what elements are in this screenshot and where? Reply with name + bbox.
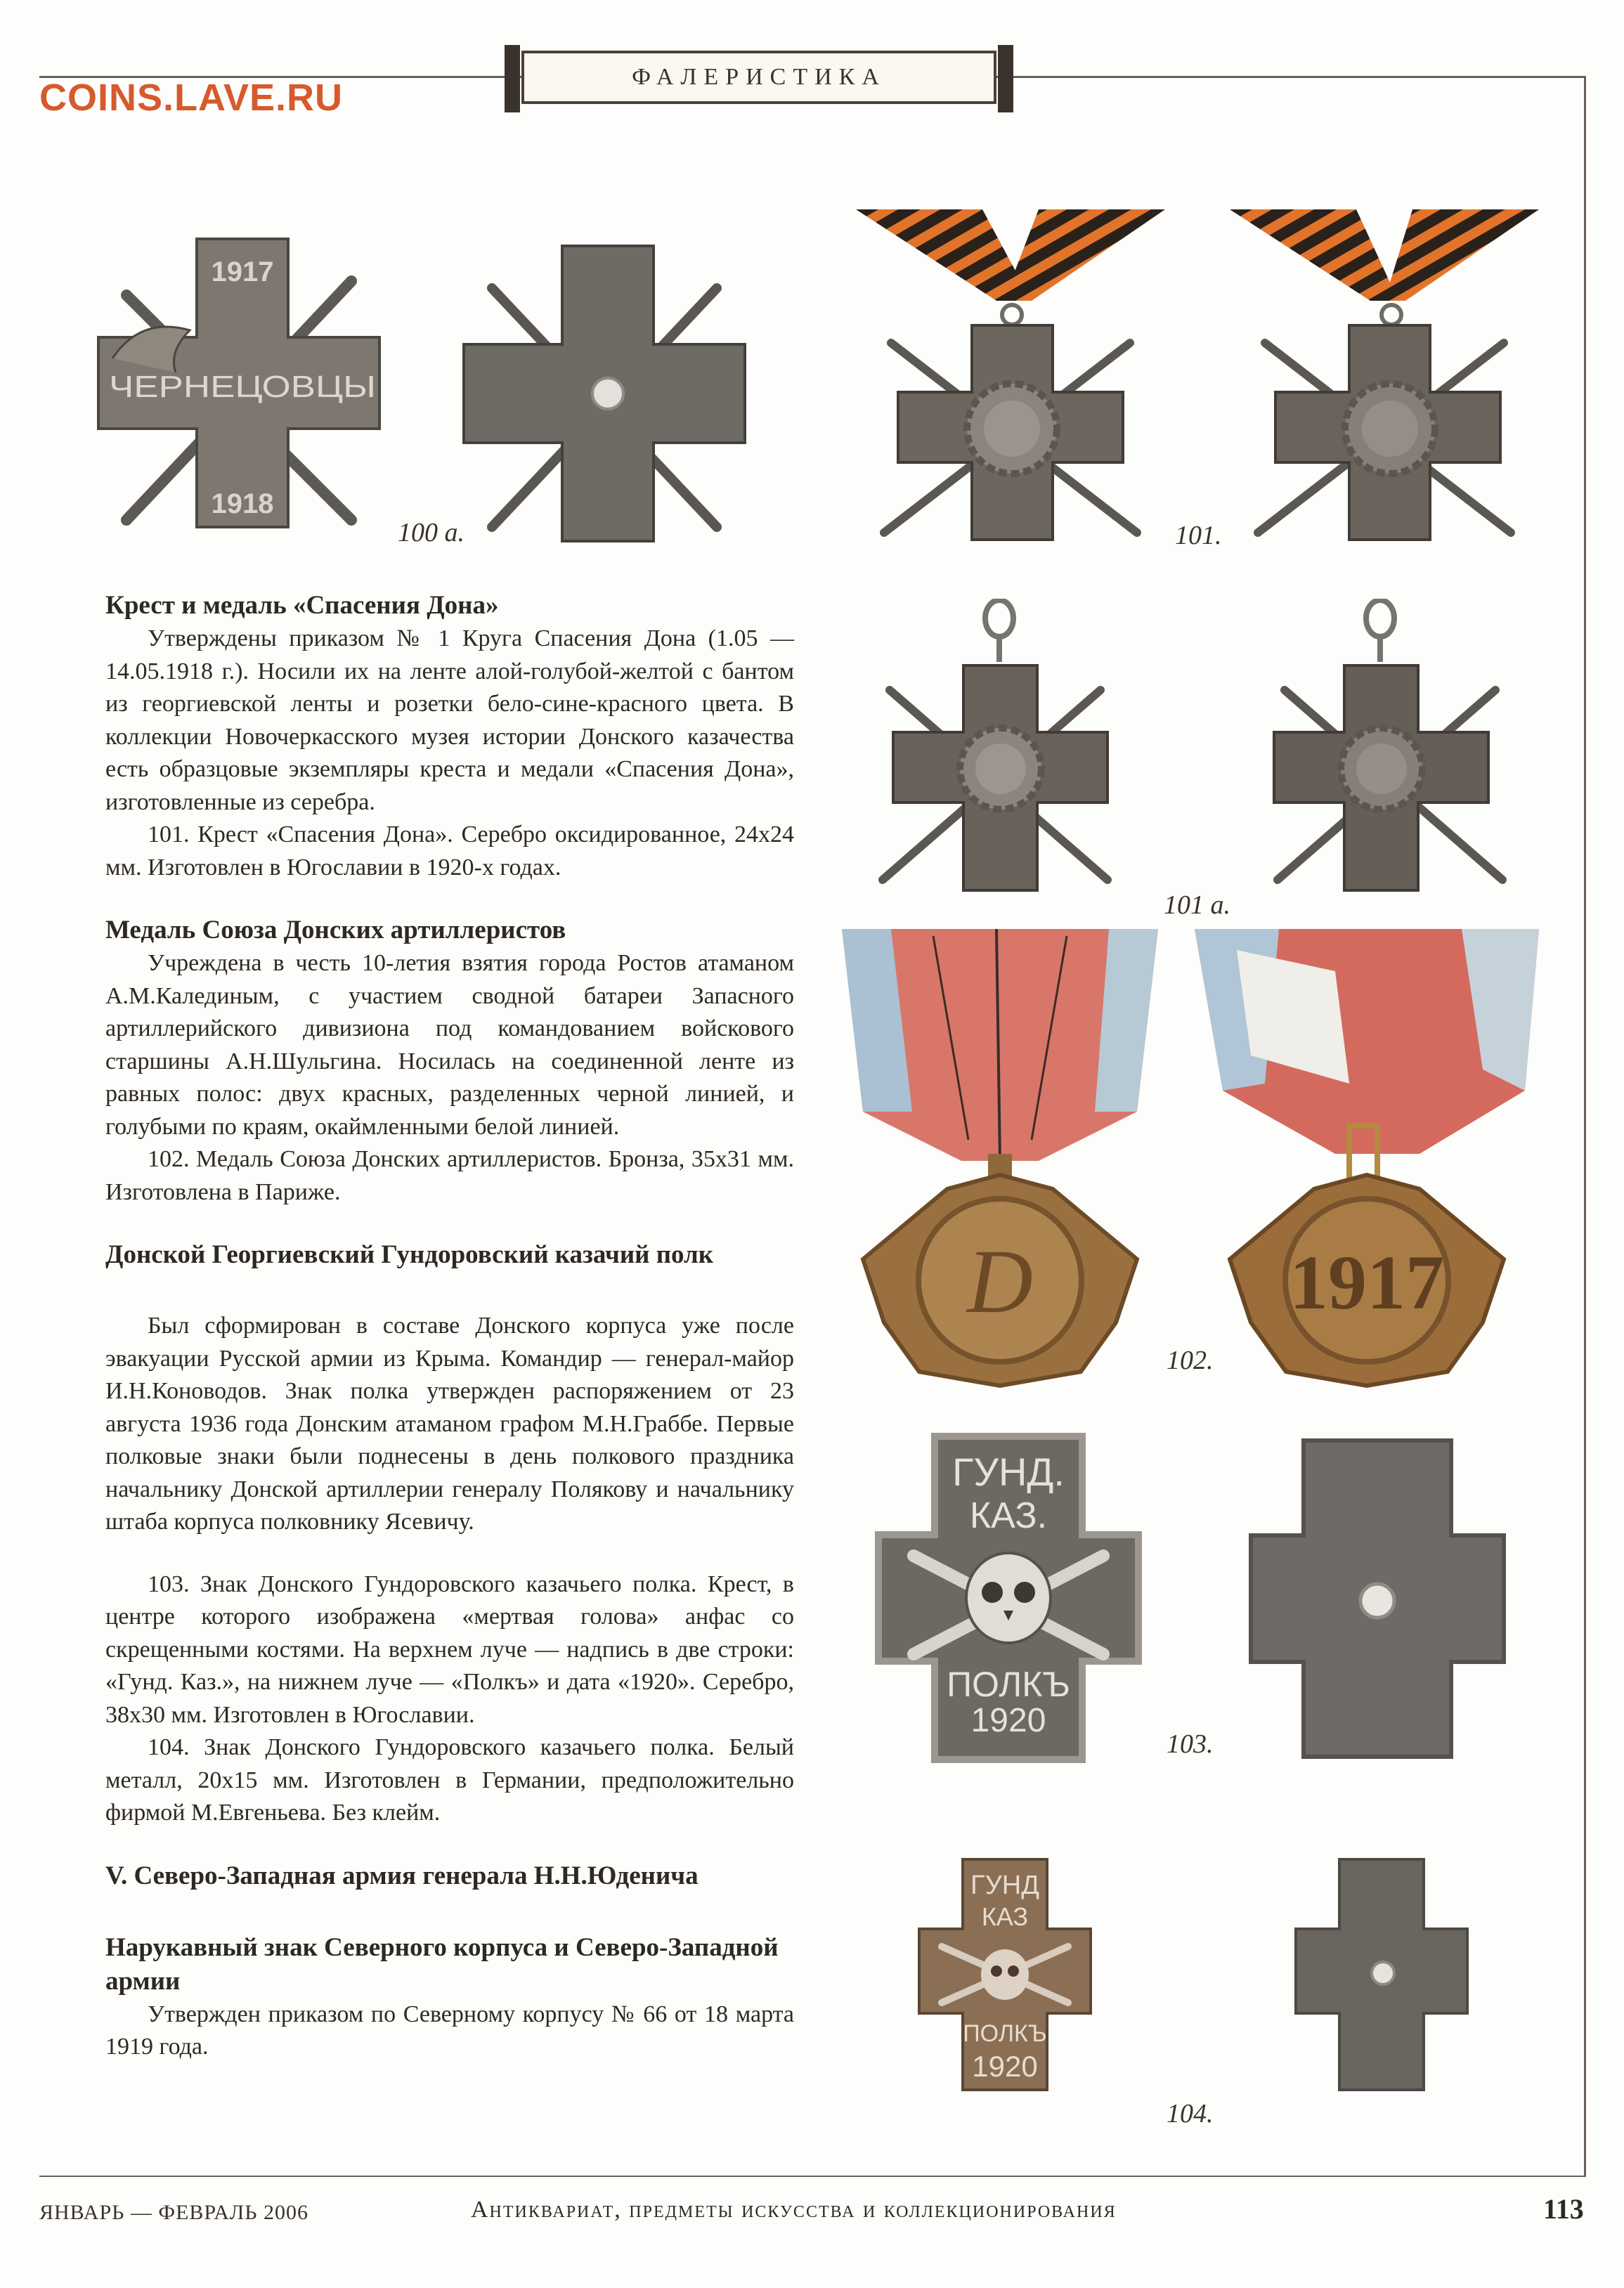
medal-102-front-monogram: D	[967, 1231, 1033, 1332]
photo-101a-back	[1256, 599, 1524, 901]
badge-104-line1: ГУНД	[970, 1871, 1039, 1900]
artillery-medal-back	[1195, 929, 1539, 1393]
paragraph-item-104: 104. Знак Донского Гундоровского казачьего полка. Белый металл, 20х15 мм. Изготовлен в Германии, предположительно фирмой М.Евгеньева. Без клейм.	[105, 1734, 794, 1826]
paragraph-gundorovsky-history: Был сформирован в составе Донского корпуса уже после эвакуации Русской армии из Крыма. Командир — генерал-майор И.Н.Коноводов. Знак полка утвержден распоряжением от 23 августа 1936 года Донским атаманом графом М.Н.Граббе. Первые полковые знаки были поднесены в день полкового праздника начальнику Донской артиллерии генералу Полякову и начальнику штаба корпуса полковнику Ясевичу.	[105, 1313, 794, 1535]
photo-104-front	[914, 1855, 1096, 2094]
gundorovsky-small-badge-front	[914, 1855, 1096, 2094]
footer-issue-date: ЯНВАРЬ — ФЕВРАЛЬ 2006	[39, 2201, 308, 2224]
paragraph-sleeve-badge: Утвержден приказом по Северному корпусу № 66 от 18 марта 1919 года.	[105, 2001, 794, 2060]
badge-103-line2: КАЗ.	[969, 1495, 1048, 1536]
chern-bottom-year: 1918	[211, 488, 274, 519]
don-salvation-cross-101a-front	[862, 599, 1129, 901]
chern-middle-text: ЧЕРНЕЦОВЦЫ	[109, 370, 376, 404]
heading-sleeve-badge: Нарукавный знак Северного корпуса и Северо-Западной армии	[105, 1932, 779, 1996]
paragraph-item-102: 102. Медаль Союза Донских артиллеристов. Бронза, 35х31 мм. Изготовлена в Париже.	[105, 1146, 794, 1205]
photo-104-back	[1290, 1855, 1473, 2094]
badge-104-line2: КАЗ	[981, 1902, 1029, 1931]
heading-artillery-union: Медаль Союза Донских артиллеристов	[105, 916, 566, 944]
heading-don-salvation: Крест и медаль «Спасения Дона»	[105, 591, 499, 620]
section-banner: ФАЛЕРИСТИКА	[521, 51, 996, 104]
watermark-text: COINS.LAVE.RU	[39, 77, 344, 119]
heading-northwest-army: V. Северо-Западная армия генерала Н.Н.Юденича	[105, 1861, 699, 1890]
paragraph-don-salvation-intro: Утверждены приказом № 1 Круга Спасения Дона (1.05 — 14.05.1918 г.). Носили их на ленте алой-голубой-желтой с бантом из георгиевской ленты и розетки бело-сине-красного цвета. В коллекции Новочеркасского музея истории Донского казачества есть образцовые экземпляры креста и медали «Спасения Дона», изготовленные из серебра.	[105, 625, 794, 815]
photo-100a-front	[84, 225, 394, 541]
photo-103-front	[871, 1429, 1145, 1767]
artillery-medal-front	[828, 929, 1172, 1393]
caption-104: 104.	[1167, 2099, 1214, 2128]
badge-104-line3: ПОЛКЪ	[963, 2020, 1047, 2047]
photo-102-back	[1195, 929, 1539, 1393]
don-salvation-cross-back	[1230, 209, 1539, 554]
don-salvation-cross-101a-back	[1256, 599, 1524, 901]
article-text-column	[105, 589, 794, 2064]
frame-bottom-line	[39, 2176, 1585, 2177]
footer-page-number: 113	[1543, 2193, 1584, 2225]
photo-101-front	[856, 209, 1165, 554]
heading-gundorovsky-regiment: Донской Георгиевский Гундоровский казачий полк	[105, 1240, 714, 1269]
photo-101a-front	[862, 599, 1129, 901]
medal-102-back-year: 1917	[1290, 1240, 1444, 1325]
gundorovsky-badge-front	[871, 1429, 1145, 1767]
footer-magazine-title: Антиквариат, предметы искусства и коллекционирования	[471, 2197, 1117, 2223]
paragraph-artillery-union-intro: Учреждена в честь 10-летия взятия города Ростов атаманом А.М.Калединым, с участием сводной батареи Запасного артиллерийского дивизиона под командованием войскового старшины А.Н.Шульгина. Носилась на соединенной ленте из равных полос: двух красных, разделенных черной линией, и голубыми по краям, окаймленными белой линией.	[105, 950, 794, 1140]
paragraph-item-103: 103. Знак Донского Гундоровского казачьего полка. Крест, в центре которого изображена «мертвая голова» анфас со скрещенными костями. На верхнем луче — надпись в две строки: «Гунд. Каз.», на нижнем луче — «Полкъ» и дата «1920». Серебро, 38х30 мм. Изготовлен в Югославии.	[105, 1571, 794, 1728]
badge-103-line3: ПОЛКЪ	[947, 1665, 1070, 1704]
frame-right-line	[1584, 76, 1586, 2177]
chernetsovtsy-cross-back	[450, 239, 759, 548]
don-salvation-cross-front	[856, 209, 1165, 554]
caption-103: 103.	[1167, 1729, 1214, 1759]
caption-101: 101.	[1175, 521, 1222, 550]
photo-101-back	[1230, 209, 1539, 554]
caption-101a: 101 а.	[1164, 890, 1230, 920]
photo-103-back	[1244, 1434, 1511, 1764]
badge-104-line4: 1920	[972, 2050, 1038, 2083]
caption-102: 102.	[1167, 1346, 1214, 1375]
gundorovsky-badge-back	[1244, 1434, 1511, 1764]
badge-103-line4: 1920	[970, 1702, 1046, 1739]
badge-103-line1: ГУНД.	[952, 1450, 1065, 1494]
photo-102-front	[828, 929, 1172, 1393]
chern-top-year: 1917	[211, 256, 274, 287]
caption-100a: 100 а.	[398, 518, 465, 547]
chernetsovtsy-cross-front	[84, 225, 394, 541]
gundorovsky-small-badge-back	[1290, 1855, 1473, 2094]
photo-100a-back	[450, 239, 759, 548]
paragraph-item-101: 101. Крест «Спасения Дона». Серебро оксидированное, 24х24 мм. Изготовлен в Югославии в 1920-х годах.	[105, 821, 794, 880]
